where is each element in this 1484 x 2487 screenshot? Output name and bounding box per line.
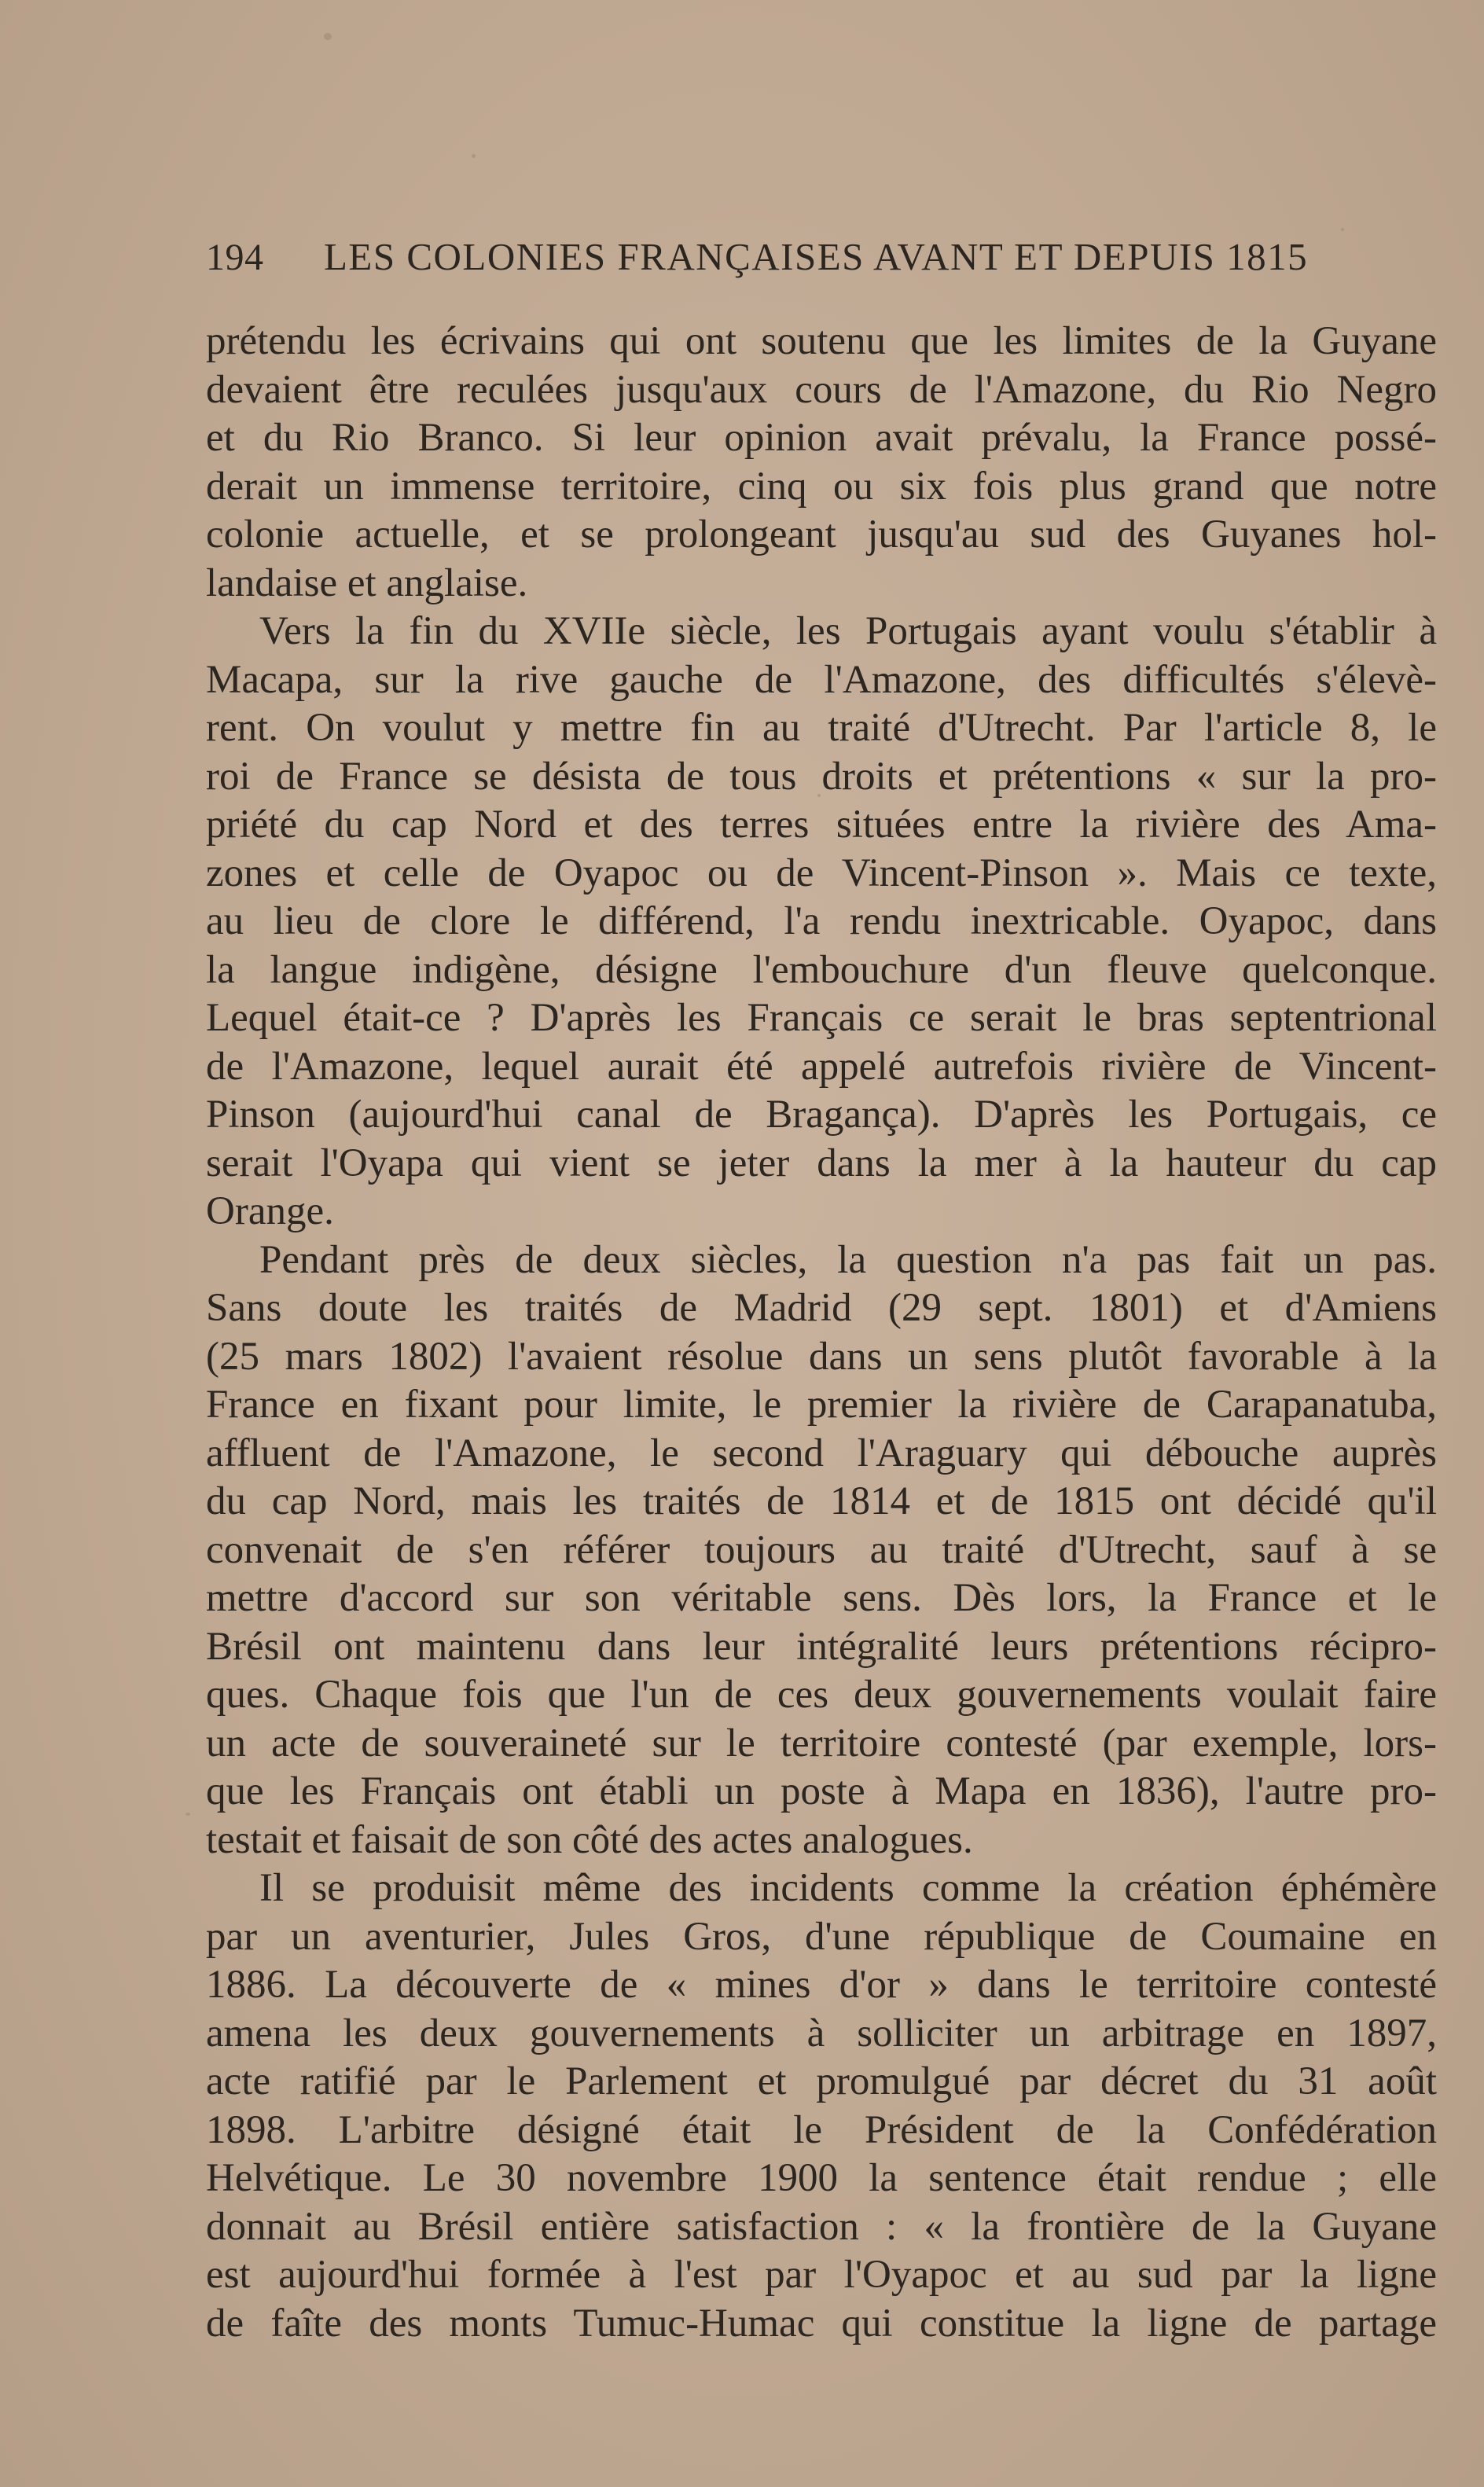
text-line: donnait au Brésil entière satisfaction : « la frontière de la Guyane [206,2204,1437,2249]
body-text [206,318,1437,2348]
text-line: de l'Amazone, lequel aurait été appelé autrefois rivière de Vincent- [206,1044,1437,1089]
text-line: Pinson (aujourd'hui canal de Bragança). D'après les Portugais, ce [206,1093,1437,1137]
paper-speck [324,33,332,40]
text-line: un acte de souveraineté sur le territoire contesté (par exemple, lors- [206,1721,1437,1765]
text-line: Sans doute les traités de Madrid (29 sept. 1801) et d'Amiens [206,1286,1437,1330]
running-head: LES COLONIES FRANÇAISES AVANT ET DEPUIS 1815 [324,235,1309,278]
text-line: Il se produisit même des incidents comme la création éphémère [259,1866,1437,1910]
text-line: Orange. [206,1189,334,1233]
text-line: ques. Chaque fois que l'un de ces deux gouvernements voulait faire [206,1673,1437,1717]
text-line: et du Rio Branco. Si leur opinion avait prévalu, la France possé- [206,416,1437,460]
text-line: colonie actuelle, et se prolongeant jusqu'au sud des Guyanes hol- [206,512,1437,557]
text-line: (25 mars 1802) l'avaient résolue dans un sens plutôt favorable à la [206,1334,1437,1379]
text-line: derait un immense territoire, cinq ou six fois plus grand que notre [206,464,1437,509]
text-line: au lieu de clore le différend, l'a rendu inextricable. Oyapoc, dans [206,899,1437,943]
text-line: prétendu les écrivains qui ont soutenu que les limites de la Guyane [206,319,1437,363]
text-line: que les Français ont établi un poste à Mapa en 1836), l'autre pro- [206,1769,1437,1813]
text-line: acte ratifié par le Parlement et promulgué par décret du 31 août [206,2059,1437,2103]
text-line: 1898. L'arbitre désigné était le Président de la Confédération [206,2107,1437,2152]
text-line: landaise et anglaise. [206,560,528,605]
paper-speck [472,154,476,158]
paper-speck [1341,228,1344,231]
text-line: de faîte des monts Tumuc-Humac qui constitue la ligne de partage [206,2301,1437,2346]
text-line: Macapa, sur la rive gauche de l'Amazone, des difficultés s'élevè- [206,657,1437,702]
text-line: est aujourd'hui formée à l'est par l'Oyapoc et au sud par la ligne [206,2253,1437,2297]
text-line: la langue indigène, désigne l'embouchure d'un fleuve quelconque. [206,947,1437,992]
text-line: Lequel était-ce ? D'après les Français ce serait le bras septentrional [206,996,1437,1040]
text-line: priété du cap Nord et des terres situées entre la rivière des Ama- [206,803,1437,847]
page-number: 194 [206,237,264,278]
text-line: serait l'Oyapa qui vient se jeter dans la mer à la hauteur du cap [206,1141,1437,1185]
text-line: par un aventurier, Jules Gros, d'une république de Coumaine en [206,1914,1437,1959]
text-line: devaient être reculées jusqu'aux cours de l'Amazone, du Rio Negro [206,367,1437,412]
text-line: roi de France se désista de tous droits et prétentions « sur la pro- [206,754,1437,799]
text-line: convenait de s'en référer toujours au traité d'Utrecht, sauf à se [206,1527,1437,1572]
text-line: mettre d'accord sur son véritable sens. Dès lors, la France et le [206,1576,1437,1620]
paper-speck [817,794,821,797]
text-line: amena les deux gouvernements à solliciter un arbitrage en 1897, [206,2011,1437,2055]
page-header [206,230,1309,285]
paper-speck [186,1813,190,1816]
text-line: Brésil ont maintenu dans leur intégralité leurs prétentions récipro- [206,1624,1437,1669]
text-line: zones et celle de Oyapoc ou de Vincent-Pinson ». Mais ce texte, [206,850,1437,895]
text-line: affluent de l'Amazone, le second l'Araguary qui débouche auprès [206,1431,1437,1475]
text-line: rent. On voulut y mettre fin au traité d'Utrecht. Par l'article 8, le [206,706,1437,750]
text-line: 1886. La découverte de « mines d'or » dans le territoire contesté [206,1963,1437,2007]
text-line: France en fixant pour limite, le premier la rivière de Carapanatuba, [206,1383,1437,1427]
text-line: du cap Nord, mais les traités de 1814 et de 1815 ont décidé qu'il [206,1479,1437,1523]
text-line: Helvétique. Le 30 novembre 1900 la sentence était rendue ; elle [206,2156,1437,2200]
text-line: testait et faisait de son côté des actes analogues. [206,1817,973,1862]
text-line: Vers la fin du XVIIe siècle, les Portugais ayant voulu s'établir à [259,609,1437,653]
text-line: Pendant près de deux siècles, la question n'a pas fait un pas. [259,1237,1437,1282]
